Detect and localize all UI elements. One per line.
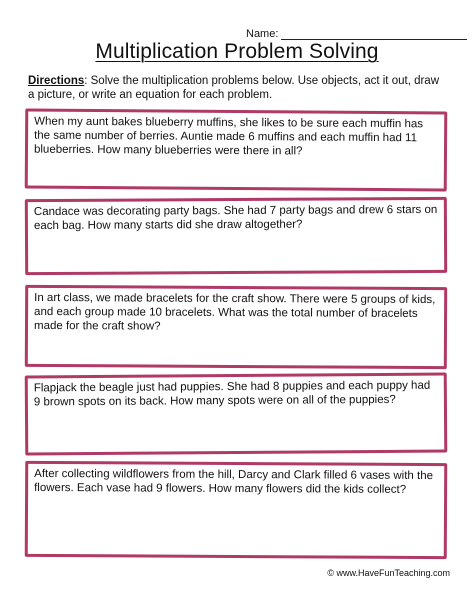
copyright-footer: © www.HaveFunTeaching.com: [327, 568, 450, 578]
problem-box-4[interactable]: [25, 373, 448, 456]
problem-box-2[interactable]: [25, 197, 447, 275]
problem-text: Flapjack the beagle just had puppies. She had 8 puppies and each puppy had 9 brown spots on its back. How many spots were on all of the puppies?: [33, 379, 431, 409]
page-title: Multiplication Problem Solving: [95, 40, 379, 63]
problem-box-5[interactable]: [25, 461, 447, 559]
name-field: [246, 28, 467, 40]
name-label: Name:: [246, 28, 279, 40]
directions-label: Directions: [28, 75, 85, 87]
directions-text: : Solve the multiplication problems below. Use objects, act it out, draw a picture, or write an equation for each problem.: [28, 75, 440, 101]
directions: [28, 74, 448, 102]
problem-box-1[interactable]: [25, 109, 448, 192]
problem-box-3[interactable]: [25, 285, 447, 369]
problem-text: In art class, we made bracelets for the craft show. There were 5 groups of kids, and each group made 10 bracelets. What was the total number of bracelets made for the craft show?: [33, 291, 436, 333]
problem-text: When my aunt bakes blueberry muffins, she likes to be sure each muffin has the same number of berries. Auntie made 6 muffins and each muffin had 11 blueberries. How many blueberries were there in all?: [33, 115, 424, 158]
problem-text: Candace was decorating party bags. She had 7 party bags and drew 6 stars on each bag. How many starts did she draw altogether?: [33, 203, 438, 233]
name-line[interactable]: [281, 28, 467, 40]
problem-text: After collecting wildflowers from the hill, Darcy and Clark filled 6 vases with the flowers. Each vase had 9 flowers. How many flowers did the kids collect?: [34, 467, 434, 496]
